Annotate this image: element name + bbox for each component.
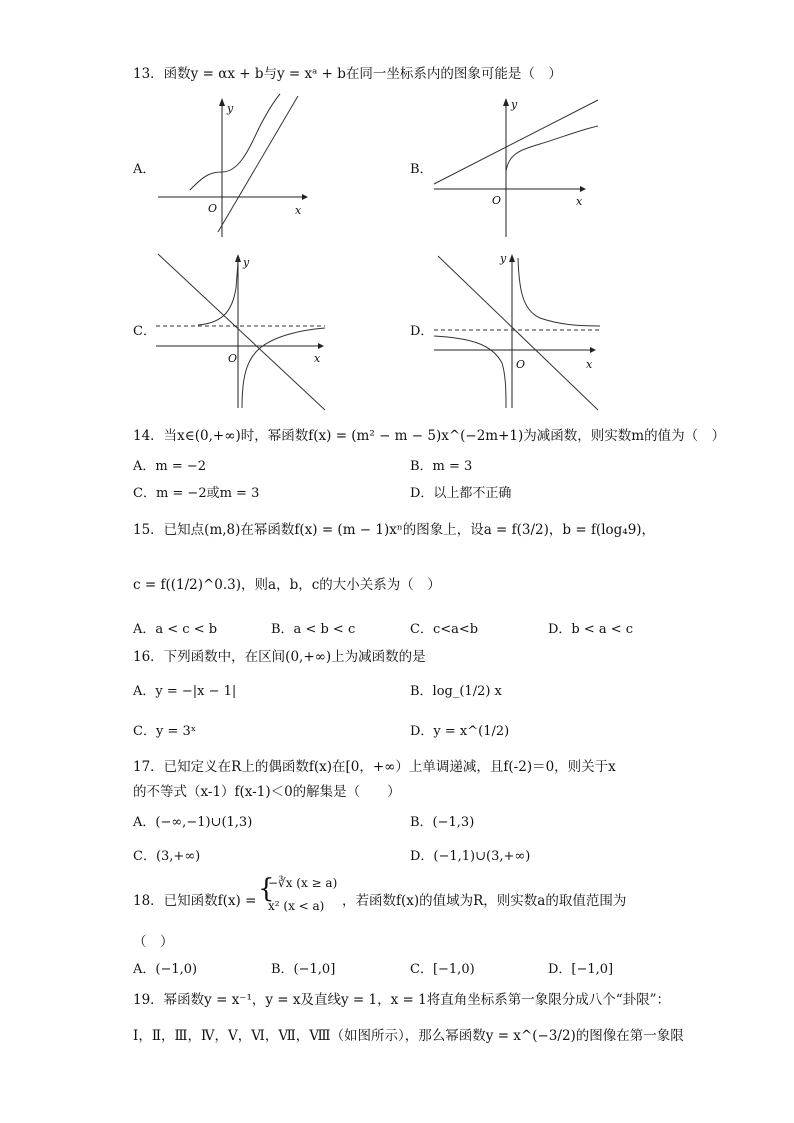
y-axis-label: y: [227, 102, 234, 115]
q16-option-d: D．y = x^(1/2): [410, 724, 510, 739]
q15-option-a: A．a < c < b: [133, 622, 218, 637]
q14-option-a: A．m = −2: [133, 459, 207, 474]
power-curve: [190, 94, 280, 190]
q16-option-b: B．log_(1/2) x: [410, 684, 502, 699]
q13-option-d-label: D．: [410, 324, 434, 339]
straight-line: [434, 100, 598, 184]
q17-option-b: B．(−1,3): [410, 815, 475, 830]
power-curve: [506, 126, 598, 172]
q17-option-a: A．(−∞,−1)∪(1,3): [133, 815, 253, 830]
q15-option-c: C．c<a<b: [410, 622, 479, 637]
q18-case-1: −∛x (x ≥ a): [268, 876, 338, 890]
q18-option-b: B．(−1,0]: [271, 962, 336, 977]
origin-label: O: [208, 202, 218, 215]
y-arrow-icon: [219, 98, 225, 106]
q13-option-a-label: A．: [133, 162, 156, 177]
origin-label: O: [492, 194, 502, 207]
q14-option-c: C．m = −2或m = 3: [133, 486, 260, 501]
q19-line2: Ⅰ，Ⅱ，Ⅲ，Ⅳ，Ⅴ，Ⅵ，Ⅶ，Ⅷ（如图所示），那么幂函数y = x^(−3/2)的图像在第一象限: [133, 1028, 684, 1044]
lower-branch: [434, 336, 506, 408]
q14-stem: 14．当x∈(0,+∞)时，幂函数f(x) = (m² − m − 5)x^(−2m+1)为减函数，则实数m的值为（ ）: [133, 428, 726, 444]
q18-option-c: C．[−1,0): [410, 962, 475, 977]
q18-stem-suffix: ，若函数f(x)的值域为R，则实数a的取值范围为: [342, 893, 627, 909]
q14-option-b: B．m = 3: [410, 459, 473, 474]
x-arrow-icon: [580, 186, 586, 192]
q17-option-c: C．(3,+∞): [133, 849, 201, 864]
q17-stem-line2: 的不等式（x-1）f(x-1)＜0的解集是（ ）: [133, 784, 401, 800]
x-axis-label: x: [295, 204, 302, 217]
q18-option-d: D．[−1,0]: [548, 962, 614, 977]
x-arrow-icon: [590, 347, 596, 353]
q17-option-d: D．(−1,1)∪(3,+∞): [410, 849, 531, 864]
y-axis-label: y: [511, 98, 518, 111]
q18-answer-paren: （ ）: [133, 934, 174, 950]
x-axis-label: x: [586, 358, 593, 371]
q18-stem-prefix: 18．已知函数f(x) =: [133, 893, 257, 909]
straight-line: [218, 96, 298, 232]
x-axis-label: x: [314, 352, 321, 365]
upper-branch: [518, 258, 600, 326]
y-axis-label: y: [500, 252, 507, 265]
x-arrow-icon: [302, 194, 308, 200]
upper-branch: [198, 258, 238, 325]
q13-graph-c: [150, 248, 330, 413]
y-arrow-icon: [509, 254, 515, 262]
q17-stem-line1: 17．已知定义在R上的偶函数f(x)在[0，+∞）上单调递减，且f(-2)＝0，则关于x: [133, 759, 616, 775]
q13-stem: 13．函数y = αx + b与y = xᵃ + b在同一坐标系内的图象可能是（ ）: [133, 66, 562, 82]
y-arrow-icon: [503, 98, 509, 106]
q16-stem: 16．下列函数中，在区间(0,+∞)上为减函数的是: [133, 649, 426, 665]
q13-graph-d: [430, 248, 605, 413]
x-axis-label: x: [576, 195, 583, 208]
q15-option-b: B．a < b < c: [271, 622, 356, 637]
q15-stem-line2: c = f((1/2)^0.3)，则a，b，c的大小关系为（ ）: [133, 577, 441, 593]
q13-option-b-label: B．: [410, 162, 433, 177]
q18-case-2: x² (x < a): [268, 899, 325, 913]
q13-graph-b: [430, 92, 600, 240]
q18-option-a: A．(−1,0): [133, 962, 198, 977]
x-arrow-icon: [318, 343, 324, 349]
straight-line: [158, 254, 325, 410]
q15-option-d: D．b < a < c: [548, 622, 634, 637]
q13-graph-a: [150, 92, 320, 240]
brace-icon: {: [258, 874, 275, 904]
y-axis-label: y: [243, 256, 250, 269]
q13-option-c-label: C．: [133, 324, 156, 339]
q16-option-c: C．y = 3ˣ: [133, 724, 197, 739]
origin-label: O: [516, 358, 526, 371]
straight-line: [438, 256, 598, 410]
q14-option-d: D．以上都不正确: [410, 486, 512, 501]
lower-branch: [242, 328, 325, 408]
q15-stem-line1: 15．已知点(m,8)在幂函数f(x) = (m − 1)xⁿ的图象上，设a = f(3/2)，b = f(log₄9)，: [133, 522, 656, 538]
origin-label: O: [228, 352, 238, 365]
q16-option-a: A．y = −|x − 1|: [133, 684, 237, 699]
q19-line1: 19．幂函数y = x⁻¹，y = x及直线y = 1，x = 1将直角坐标系第一象限分成八个“卦限”：: [133, 992, 670, 1008]
